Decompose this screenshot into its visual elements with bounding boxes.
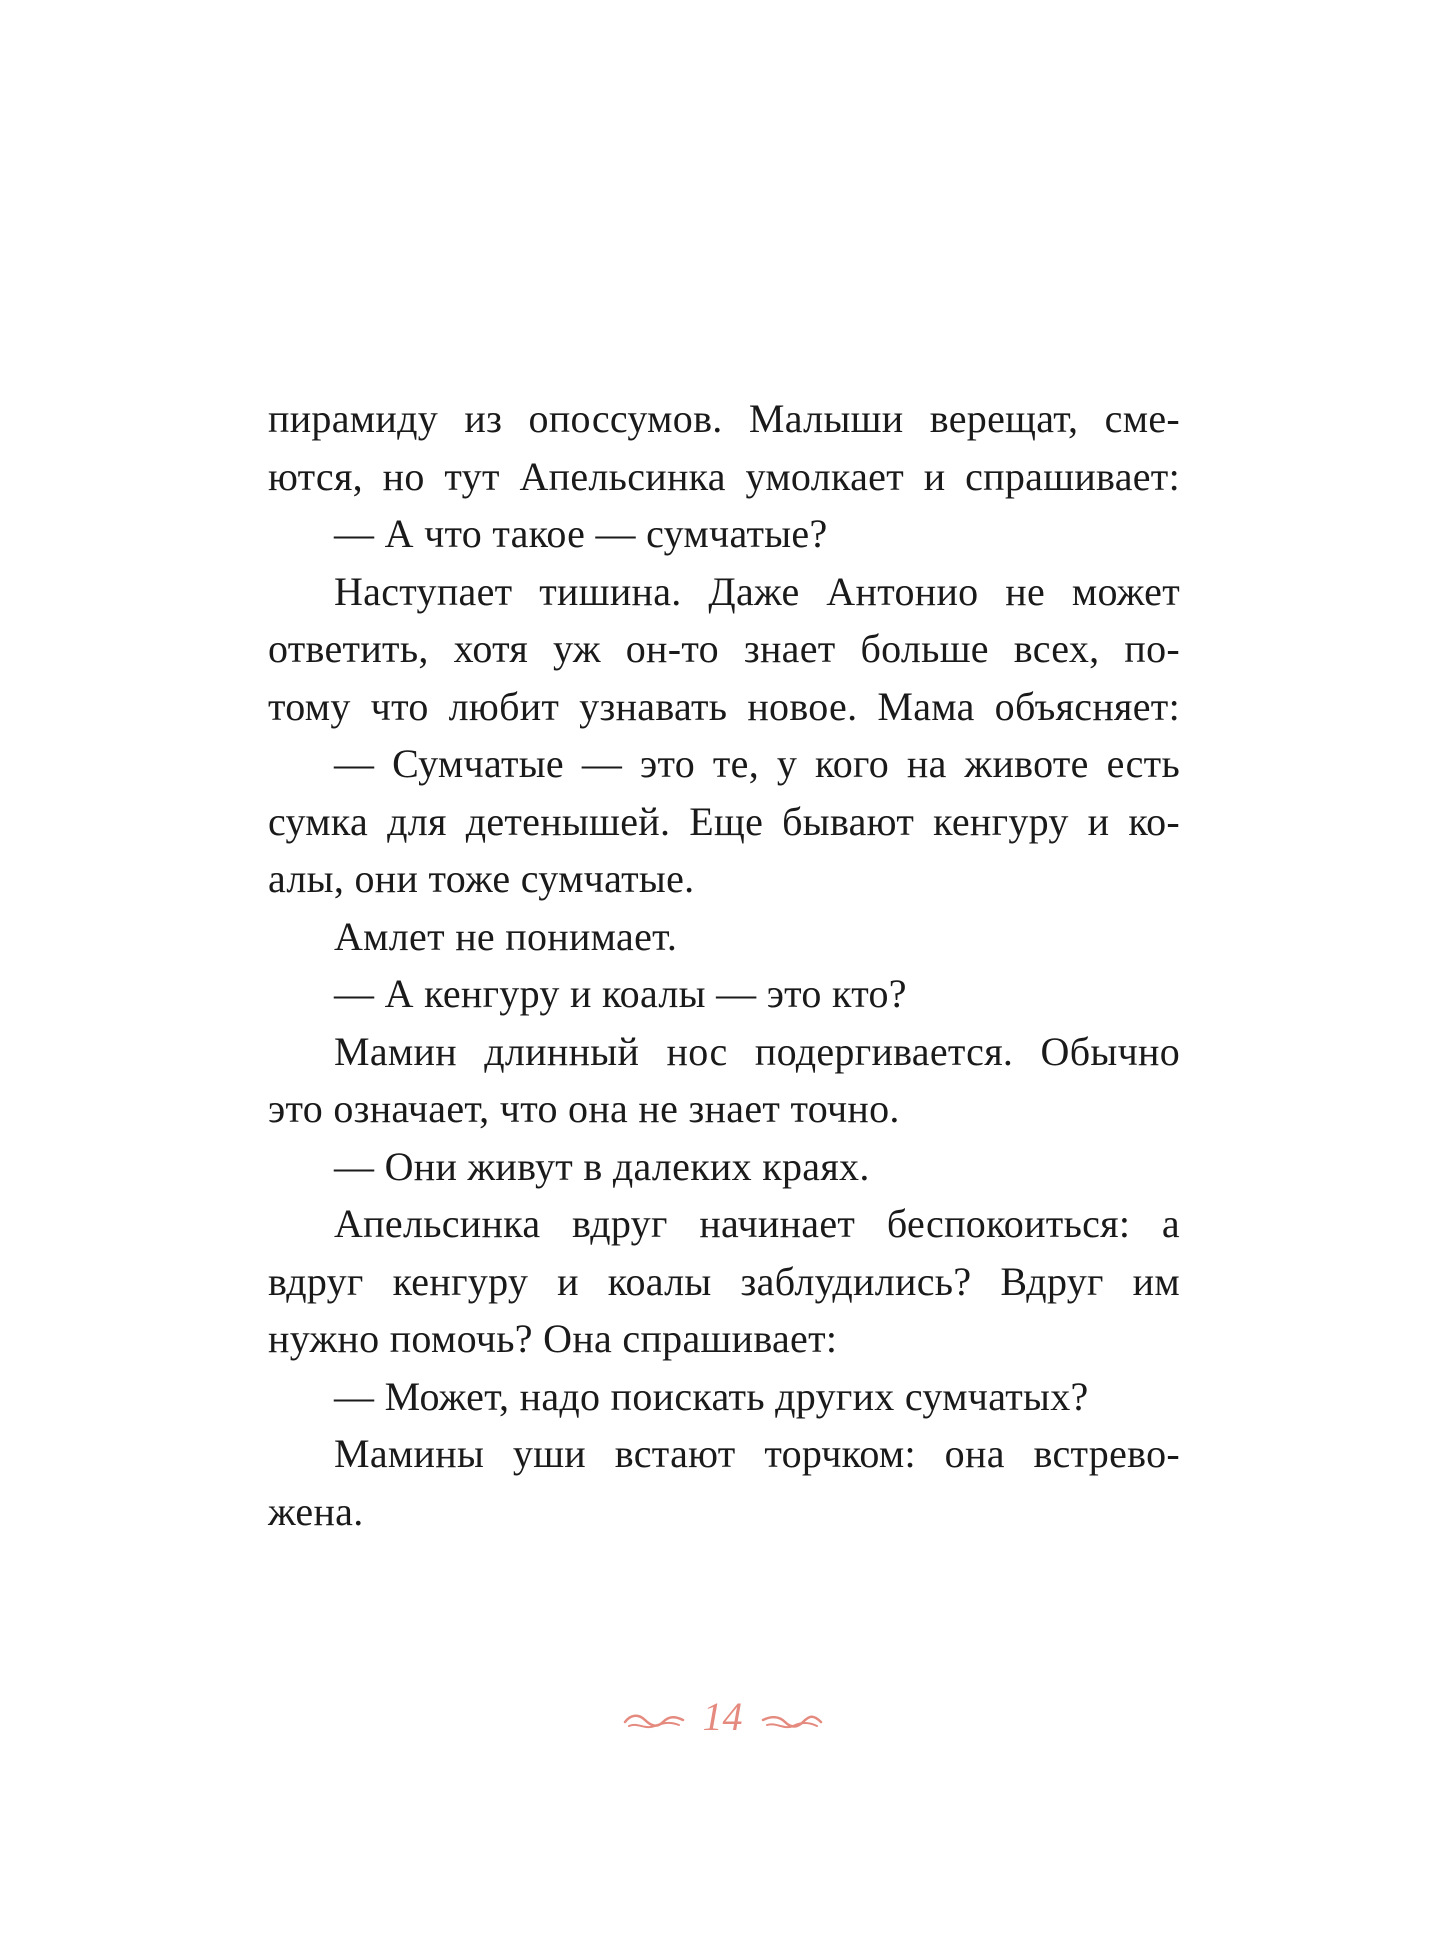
text-line-4: Наступает тишина. Даже Антонио не может: [334, 568, 1180, 614]
left-flourish-icon: [623, 1708, 687, 1734]
text-line-12: Мамин длинный нос подергивается. Обычно: [334, 1028, 1180, 1074]
text-line-11: — А кенгуру и коалы — это кто?: [334, 971, 907, 1016]
text-line-6: тому что любит узнавать новое. Мама объясняет:: [268, 683, 1180, 729]
text-line-7: — Сумчатые — это те, у кого на животе есть: [334, 741, 1180, 786]
text-line-15: Апельсинка вдруг начинает беспокоиться: а: [334, 1201, 1180, 1246]
text-line-20: жена.: [268, 1488, 364, 1534]
text-line-5: ответить, хотя уж он-то знает больше всех, по-: [268, 626, 1180, 671]
text-line-13: это означает, что она не знает точно.: [268, 1086, 900, 1131]
text-line-14: — Они живут в далеких краях.: [334, 1143, 870, 1189]
text-line-10: Амлет не понимает.: [334, 913, 678, 959]
text-line-2: ются, но тут Апельсинка умолкает и спрашивает:: [268, 453, 1180, 499]
right-flourish-icon: [759, 1708, 823, 1734]
text-line-8: сумка для детенышей. Еще бывают кенгуру и ко-: [268, 798, 1180, 844]
text-line-9: алы, они тоже сумчатые.: [268, 856, 695, 901]
body-text: [268, 390, 1180, 1540]
text-line-17: нужно помочь? Она спрашивает:: [268, 1316, 838, 1361]
text-line-3: — А что такое — сумчатые?: [334, 511, 828, 556]
text-line-19: Мамины уши встают торчком: она встрево-: [334, 1431, 1180, 1476]
text-line-1: пирамиду из опоссумов. Малыши верещат, сме-: [268, 396, 1180, 441]
text-line-16: вдруг кенгуру и коалы заблудились? Вдруг им: [268, 1258, 1180, 1304]
page-number: 14: [702, 1694, 743, 1739]
text-line-18: — Может, надо поискать других сумчатых?: [334, 1373, 1089, 1419]
page-number-footer: [0, 1692, 1445, 1742]
